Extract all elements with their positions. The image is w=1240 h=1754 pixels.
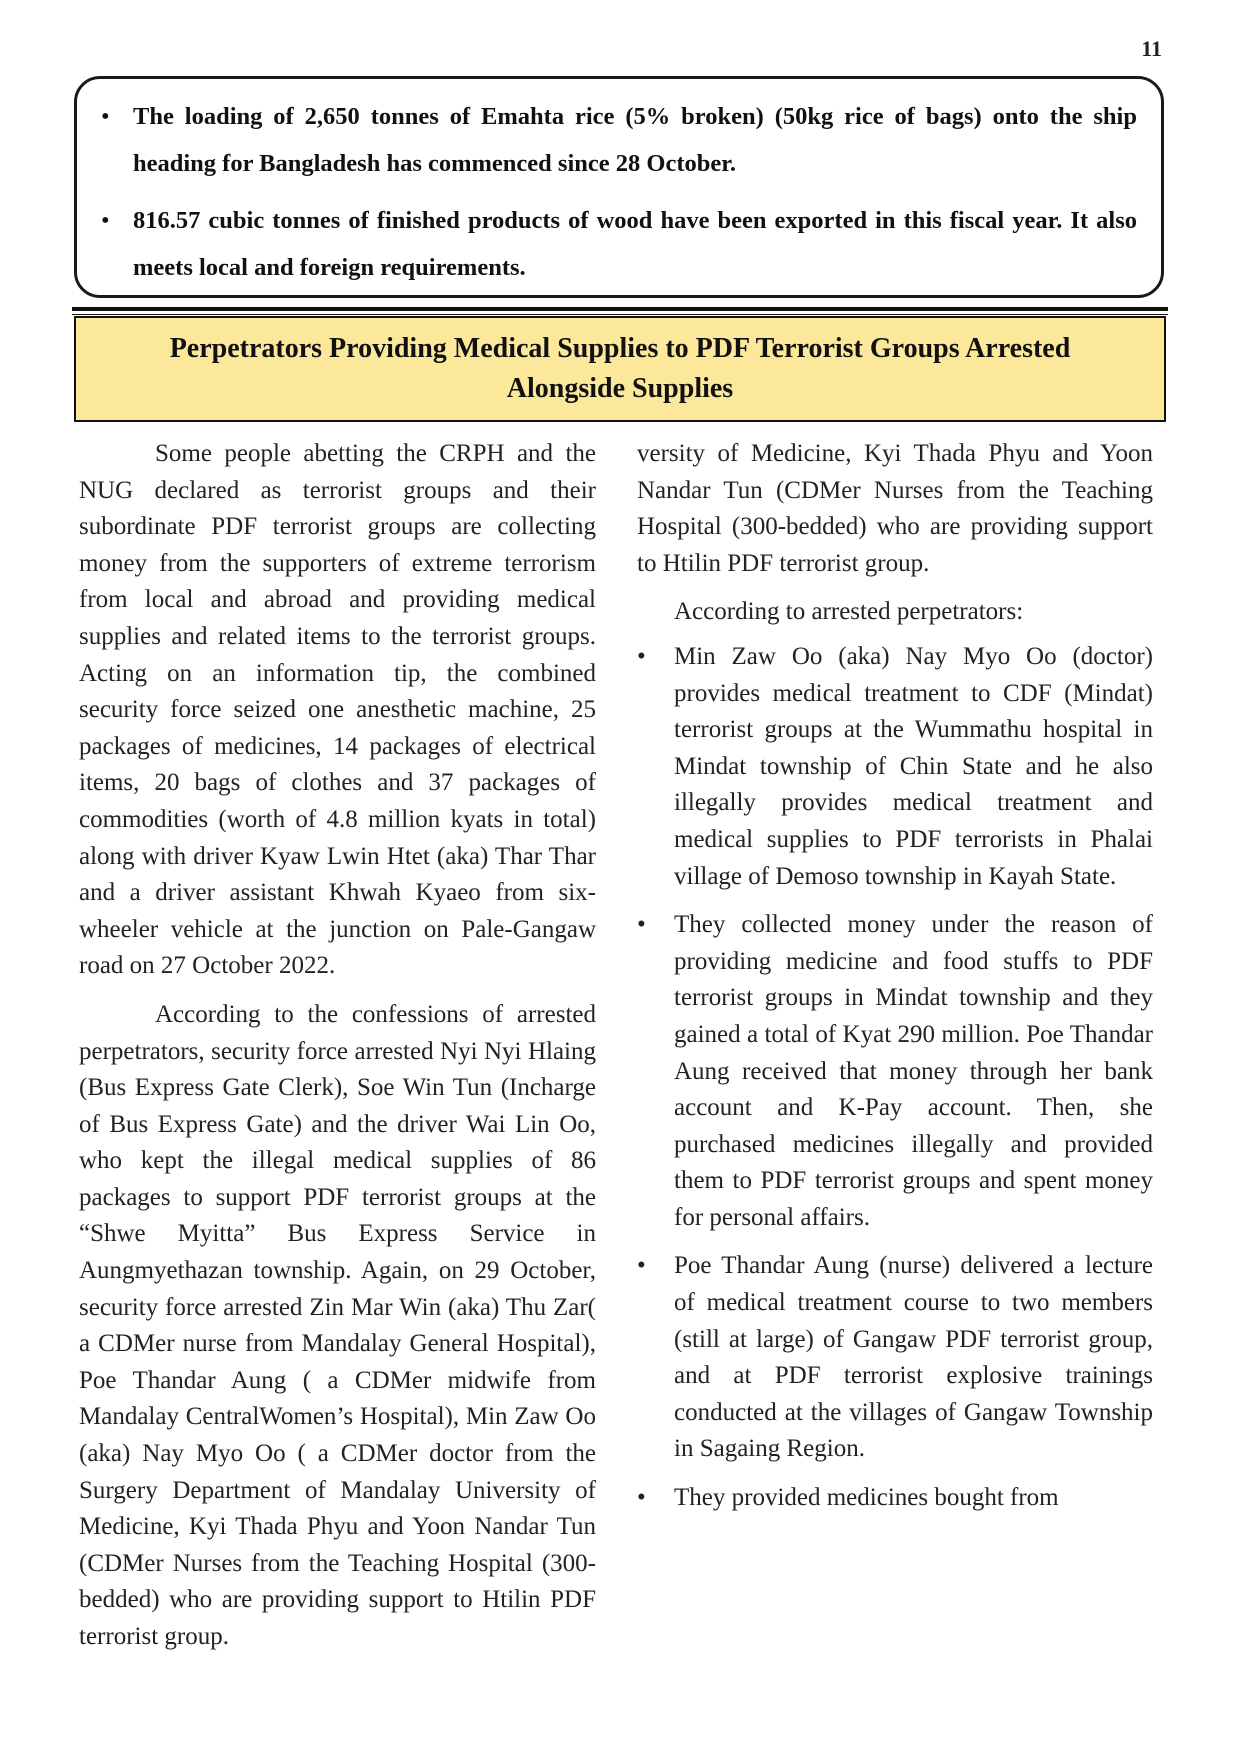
list-item-text: They provided medicines bought from bbox=[674, 1484, 1059, 1512]
list-item-text: They collected money under the reason of providing medicine and food stuffs to PDF terrorist groups in Mindat township and they gained a total of Kyat 290 million. Poe Thandar Aung received that money through her bank account and K-Pay account. Then, she purchased medicines illegally and provided them to PDF terrorist groups and spent money for personal affairs. bbox=[674, 911, 1153, 1231]
highlights-box bbox=[74, 76, 1164, 298]
divider bbox=[72, 314, 1168, 315]
bullet-icon: • bbox=[101, 207, 110, 234]
article-column-left bbox=[79, 436, 596, 1650]
list-lead: According to arrested perpetrators: bbox=[674, 598, 1024, 626]
bullet-icon: • bbox=[637, 1484, 646, 1512]
bullet-icon: • bbox=[637, 1252, 646, 1280]
list-item-text: Min Zaw Oo (aka) Nay Myo Oo (doctor) provides medical treatment to CDF (Mindat) terrorist groups at the Wummathu hospital in Mindat township of Chin State and he also illegally provides medical treatment and medical supplies to PDF terrorists in Phalai village of Demoso township in Kayah State. bbox=[674, 642, 1153, 890]
highlight-text: 816.57 cubic tonnes of finished products of wood have been exported in this fiscal year. It also meets local and foreign requirements. bbox=[133, 207, 1137, 281]
list-item bbox=[637, 1480, 1153, 1517]
list-item bbox=[637, 639, 1153, 895]
list-item-text: Poe Thandar Aung (nurse) delivered a lecture of medical treatment course to two members (still at large) of Gangaw PDF terrorist group, and at PDF terrorist explosive trainings conducted at the villages of Gangaw Township in Sagaing Region. bbox=[674, 1252, 1153, 1463]
bullet-icon: • bbox=[637, 911, 646, 939]
article-headline: Perpetrators Providing Medical Supplies to PDF Terrorist Groups Arrested Alongside Supplies bbox=[74, 316, 1166, 422]
page-number: 11 bbox=[1141, 36, 1162, 61]
article-paragraph: According to the confessions of arrested perpetrators, security force arrested Nyi Nyi Hlaing (Bus Express Gate Clerk), Soe Win Tun (Incharge of Bus Express Gate) and the driver Wai Lin Oo, who kept the illegal medical supplies of 86 packages to support PDF terrorist groups at the “Shwe Myitta” Bus Express Service in Aungmyethazan township. Again, on 29 October, security force arrested Zin Mar Win (aka) Thu Zar( a CDMer nurse from Mandalay General Hospital), Poe Thandar Aung ( a CDMer midwife from Mandalay CentralWomen’s Hospital), Min Zaw Oo (aka) Nay Myo Oo ( a CDMer doctor from the Surgery Department of Mandalay University of Medicine, Kyi Thada Phyu and Yoon Nandar Tun (CDMer Nurses from the Teaching Hospital (300-bedded) who are providing support to Htilin PDF terrorist group. bbox=[79, 1000, 596, 1650]
list-item bbox=[637, 1248, 1153, 1468]
highlight-item bbox=[97, 197, 1137, 291]
highlights-list bbox=[97, 93, 1137, 291]
bullet-icon: • bbox=[101, 103, 110, 130]
article-paragraph: Some people abetting the CRPH and the NUG declared as terrorist groups and their subordinate PDF terrorist groups are collecting money from the supporters of extreme terrorism from local and abroad and providing medical supplies and related items to the terrorist groups. Acting on an information tip, the combined security force seized one anesthetic machine, 25 packages of medicines, 14 packages of electrical items, 20 bags of clothes and 37 packages of commodities (worth of 4.8 million kyats in total) along with driver Kyaw Lwin Htet (aka) Thar Thar and a driver assistant Khwah Kyaeo from six-wheeler vehicle at the junction on Pale-Gangaw road on 27 October 2022. bbox=[79, 440, 596, 980]
findings-list bbox=[637, 639, 1153, 1517]
bullet-icon: • bbox=[637, 642, 646, 670]
highlight-text: The loading of 2,650 tonnes of Emahta rice (5% broken) (50kg rice of bags) onto the ship heading for Bangladesh has commenced since 28 October. bbox=[133, 103, 1137, 177]
article-column-right bbox=[637, 436, 1153, 1529]
highlight-item bbox=[97, 93, 1137, 187]
article-paragraph-continued: versity of Medicine, Kyi Thada Phyu and Yoon Nandar Tun (CDMer Nurses from the Teaching Hospital (300-bedded) who are providing support to Htilin PDF terrorist group. bbox=[637, 440, 1153, 577]
list-item bbox=[637, 907, 1153, 1236]
divider bbox=[72, 307, 1168, 311]
